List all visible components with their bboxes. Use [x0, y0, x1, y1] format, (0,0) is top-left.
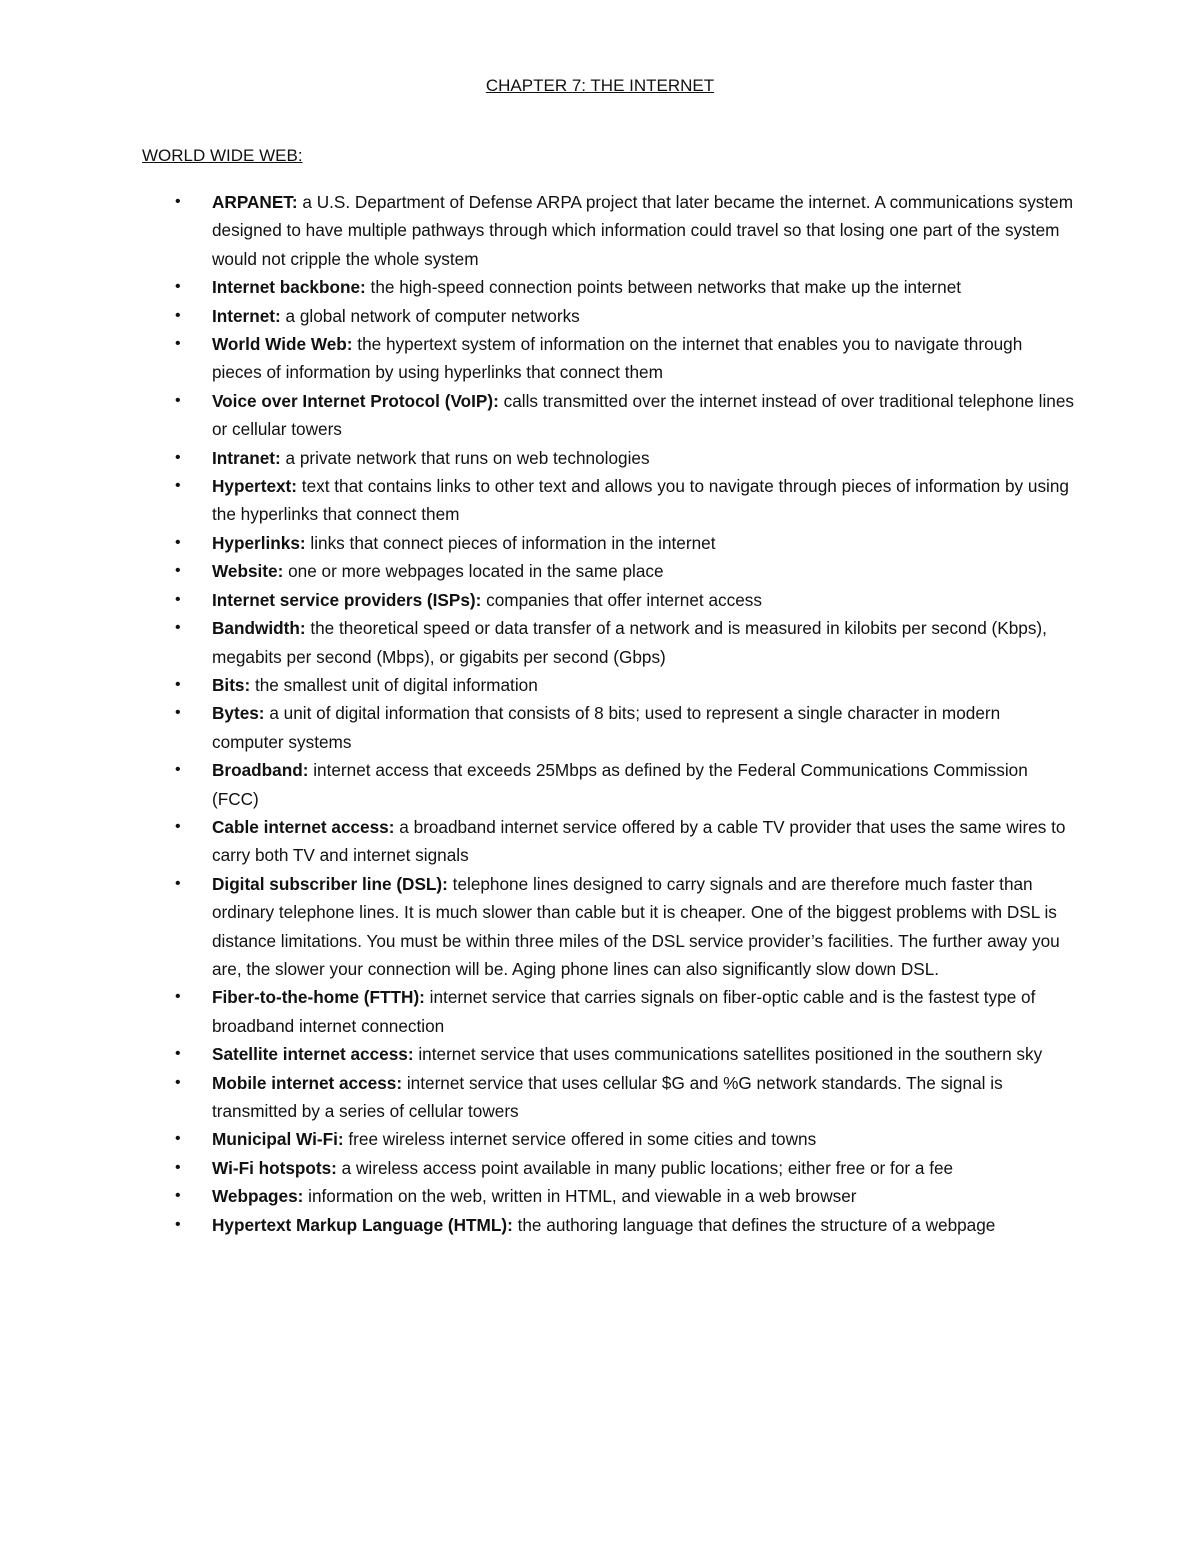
bullet-icon: •: [175, 704, 181, 722]
list-item: [175, 1040, 1075, 1068]
list-item: [175, 302, 1075, 330]
bullet-icon: •: [175, 874, 181, 892]
term-label: Website:: [212, 561, 284, 582]
term-definition: internet service that uses cellular $G and %G network standards. The signal is transmitted by a series of cellular towers: [212, 1072, 1003, 1121]
bullet-icon: •: [175, 335, 181, 353]
list-item: [175, 1211, 1075, 1239]
bullet-icon: •: [175, 477, 181, 495]
list-item: [175, 756, 1075, 813]
list-item: [175, 529, 1075, 557]
term-label: Cable internet access:: [212, 816, 395, 837]
bullet-icon: •: [175, 817, 181, 835]
term-definition: a unit of digital information that consists of 8 bits; used to represent a single character in modern computer systems: [212, 703, 1001, 752]
term-label: Bits:: [212, 674, 251, 695]
term-label: Satellite internet access:: [212, 1044, 414, 1065]
list-item: [175, 586, 1075, 614]
term-definition: a broadband internet service offered by a cable TV provider that uses the same wires to carry both TV and internet signals: [212, 816, 1066, 866]
bullet-icon: •: [175, 533, 181, 551]
list-item: [175, 870, 1075, 984]
term-definition: free wireless internet service offered in some cities and towns: [343, 1129, 817, 1150]
list-item: [175, 1182, 1075, 1210]
term-definition: a U.S. Department of Defense ARPA project that later became the internet. A communications system designed to have multiple pathways through which information could travel so that losing one part of the system would not cripple the whole system: [212, 192, 1074, 269]
term-definition: companies that offer internet access: [481, 589, 762, 610]
list-item: [175, 813, 1075, 870]
list-item: [175, 1069, 1075, 1126]
list-item: [175, 614, 1075, 671]
list-item: [175, 387, 1075, 444]
list-item: [175, 444, 1075, 472]
term-label: Internet service providers (ISPs):: [212, 589, 482, 610]
term-label: Broadband:: [212, 760, 309, 781]
bullet-icon: •: [175, 1130, 181, 1148]
bullet-icon: •: [175, 619, 181, 637]
list-item: [175, 699, 1075, 756]
bullet-icon: •: [175, 1158, 181, 1176]
term-label: Hyperlinks:: [212, 532, 306, 553]
term-definition: information on the web, written in HTML, and viewable in a web browser: [303, 1186, 857, 1207]
list-item: [175, 188, 1075, 273]
term-definition: text that contains links to other text and allows you to navigate through pieces of information by using the hyperlinks that connect them: [212, 476, 1069, 525]
bullet-icon: •: [175, 391, 181, 409]
definition-list: [175, 188, 1075, 1239]
term-definition: a wireless access point available in many public locations; either free or for a fee: [336, 1157, 954, 1178]
term-label: Wi-Fi hotspots:: [212, 1157, 337, 1178]
term-definition: internet access that exceeds 25Mbps as defined by the Federal Communications Commission (FCC): [212, 760, 1028, 809]
term-label: Digital subscriber line (DSL):: [212, 873, 448, 894]
term-definition: the hypertext system of information on the internet that enables you to navigate through pieces of information by using hyperlinks that connect them: [212, 334, 1023, 383]
term-definition: calls transmitted over the internet instead of over traditional telephone lines or cellular towers: [212, 390, 1074, 440]
list-item: [175, 1125, 1075, 1153]
bullet-icon: •: [175, 278, 181, 296]
bullet-icon: •: [175, 1073, 181, 1091]
term-definition: one or more webpages located in the same place: [283, 561, 664, 582]
bullet-icon: •: [175, 1187, 181, 1205]
term-label: World Wide Web:: [212, 334, 353, 355]
bullet-icon: •: [175, 562, 181, 580]
bullet-icon: •: [175, 1045, 181, 1063]
list-item: [175, 472, 1075, 529]
term-definition: the authoring language that defines the structure of a webpage: [512, 1214, 996, 1235]
term-definition: the theoretical speed or data transfer of a network and is measured in kilobits per second (Kbps), megabits per second (Mbps), or gigabits per second (Gbps): [212, 618, 1047, 667]
bullet-icon: •: [175, 1215, 181, 1233]
list-item: [175, 671, 1075, 699]
bullet-icon: •: [175, 448, 181, 466]
term-label: Bytes:: [212, 703, 265, 724]
term-definition: telephone lines designed to carry signals and are therefore much faster than ordinary telephone lines. It is much slower than cable but it is cheaper. One of the biggest problems with DSL is distance limitations. You must be within three miles of the DSL service provider’s facilities. The further away you are, the slower your connection will be. Aging phone lines can also significantly slow down DSL.: [212, 873, 1060, 979]
bullet-icon: •: [175, 988, 181, 1006]
term-label: Hypertext Markup Language (HTML):: [212, 1214, 513, 1235]
term-label: Internet backbone:: [212, 277, 366, 298]
list-item: [175, 273, 1075, 301]
term-definition: a private network that runs on web technologies: [280, 447, 650, 468]
term-label: ARPANET:: [212, 192, 298, 212]
bullet-icon: •: [175, 306, 181, 324]
term-definition: the high-speed connection points between networks that make up the internet: [365, 277, 962, 298]
term-definition: internet service that uses communications satellites positioned in the southern sky: [413, 1044, 1043, 1065]
section-heading: WORLD WIDE WEB:: [142, 146, 303, 165]
term-definition: internet service that carries signals on fiber-optic cable and is the fastest type of broadband internet connection: [212, 987, 1036, 1036]
term-label: Internet:: [212, 305, 281, 326]
term-label: Fiber-to-the-home (FTTH):: [212, 987, 425, 1008]
bullet-icon: •: [175, 675, 181, 693]
list-item: [175, 983, 1075, 1040]
list-item: [175, 330, 1075, 387]
term-label: Bandwidth:: [212, 618, 306, 639]
term-definition: links that connect pieces of information in the internet: [305, 532, 716, 553]
term-label: Intranet:: [212, 447, 281, 468]
term-definition: a global network of computer networks: [280, 305, 580, 326]
term-label: Webpages:: [212, 1186, 304, 1207]
term-label: Hypertext:: [212, 476, 298, 497]
list-item: [175, 1154, 1075, 1182]
page-title: CHAPTER 7: THE INTERNET: [485, 76, 715, 95]
list-item: [175, 557, 1075, 585]
bullet-icon: •: [175, 590, 181, 608]
term-label: Municipal Wi-Fi:: [212, 1129, 344, 1150]
bullet-icon: •: [175, 193, 181, 210]
term-definition: the smallest unit of digital information: [250, 674, 538, 695]
bullet-icon: •: [175, 761, 181, 779]
term-label: Mobile internet access:: [212, 1072, 403, 1093]
term-label: Voice over Internet Protocol (VoIP):: [212, 390, 499, 411]
